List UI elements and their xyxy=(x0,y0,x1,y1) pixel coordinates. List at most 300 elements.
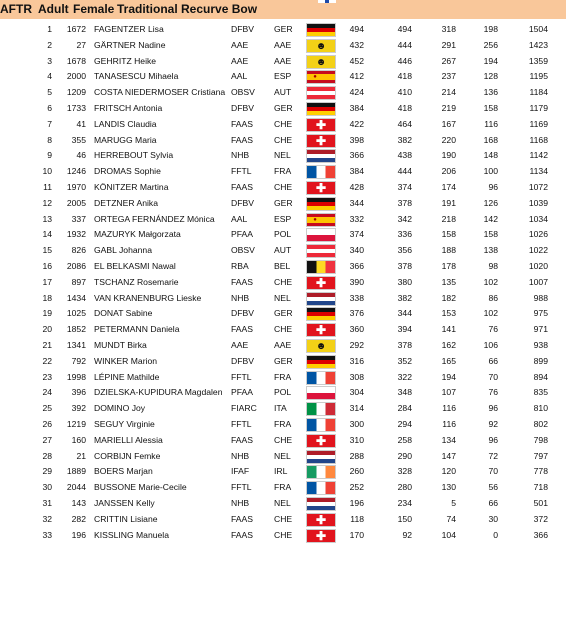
country-code: NEL xyxy=(274,292,291,303)
score-2: 394 xyxy=(397,324,412,335)
score-2: 328 xyxy=(397,466,412,477)
bib-cell: 337 xyxy=(71,213,86,224)
score-1: 316 xyxy=(349,355,364,366)
athlete-name: TANASESCU Mihaela xyxy=(94,71,179,82)
table-row xyxy=(0,370,566,386)
athlete-name: MARUGG Maria xyxy=(94,134,157,145)
bib-cell: 355 xyxy=(71,134,86,145)
bib-cell: 1025 xyxy=(66,308,86,319)
score-3: 130 xyxy=(441,482,456,493)
rank-cell: 25 xyxy=(42,403,52,414)
total-score: 1168 xyxy=(529,134,548,145)
score-3: 74 xyxy=(446,513,456,524)
rank-cell: 12 xyxy=(42,197,52,208)
score-3: 191 xyxy=(441,197,456,208)
total-score: 1022 xyxy=(528,245,548,256)
country-code: FRA xyxy=(274,166,292,177)
total-score: 718 xyxy=(533,482,548,493)
score-4: 66 xyxy=(488,497,498,508)
table-row xyxy=(0,259,566,275)
country-code: GER xyxy=(274,197,293,208)
bib-cell: 41 xyxy=(76,118,86,129)
score-4: 198 xyxy=(483,24,498,34)
club-cell: FAAS xyxy=(231,434,253,445)
score-3: 135 xyxy=(441,276,456,287)
score-4: 96 xyxy=(488,403,498,414)
german-flag-icon xyxy=(306,355,336,369)
table-row xyxy=(0,401,566,417)
score-2: 378 xyxy=(397,260,412,271)
rank-cell: 20 xyxy=(42,324,52,335)
partial-flag-icon xyxy=(318,0,336,3)
german-flag-icon xyxy=(306,197,336,211)
score-2: 464 xyxy=(397,118,412,129)
score-4: 30 xyxy=(488,513,498,524)
total-score: 835 xyxy=(533,387,548,398)
country-code: GER xyxy=(274,355,293,366)
score-3: 206 xyxy=(441,166,456,177)
swiss-flag-icon: ✚ xyxy=(306,181,336,195)
swiss-flag-icon: ✚ xyxy=(306,513,336,527)
country-code: NEL xyxy=(274,150,291,161)
total-score: 1169 xyxy=(529,118,548,129)
score-2: 322 xyxy=(397,371,412,382)
score-3: 194 xyxy=(441,371,456,382)
rank-cell: 32 xyxy=(42,513,52,524)
rank-cell: 11 xyxy=(43,181,52,192)
score-2: 374 xyxy=(397,181,412,192)
table-row xyxy=(0,275,566,291)
table-row xyxy=(0,38,566,54)
table-row xyxy=(0,133,566,149)
category-code: AFTR xyxy=(0,2,32,16)
table-row xyxy=(0,243,566,259)
rank-cell: 7 xyxy=(47,118,52,129)
rank-cell: 8 xyxy=(47,134,52,145)
score-1: 252 xyxy=(349,482,364,493)
club-cell: NHB xyxy=(231,450,250,461)
country-code: GER xyxy=(274,102,293,113)
athlete-name: MUNDT Birka xyxy=(94,339,147,350)
score-4: 96 xyxy=(488,434,498,445)
score-4: 72 xyxy=(488,450,498,461)
bib-cell: 2086 xyxy=(66,260,86,271)
bib-cell: 21 xyxy=(76,450,86,461)
club-cell: FFTL xyxy=(231,418,252,429)
country-code: IRL xyxy=(274,466,288,477)
score-2: 290 xyxy=(397,450,412,461)
rank-cell: 5 xyxy=(47,87,52,98)
total-score: 1142 xyxy=(529,150,548,161)
score-1: 494 xyxy=(349,24,364,34)
bib-cell: 1970 xyxy=(66,181,86,192)
club-cell: DFBV xyxy=(231,355,254,366)
club-cell: AAE xyxy=(231,339,249,350)
score-3: 174 xyxy=(441,181,456,192)
bib-cell: 1209 xyxy=(66,87,86,98)
score-4: 70 xyxy=(488,466,498,477)
score-3: 267 xyxy=(441,55,456,66)
score-2: 444 xyxy=(397,166,412,177)
club-cell: FAAS xyxy=(231,324,253,335)
score-2: 378 xyxy=(397,339,412,350)
rank-cell: 6 xyxy=(47,102,52,113)
athlete-name: DROMAS Sophie xyxy=(94,166,161,177)
table-row xyxy=(0,196,566,212)
rank-cell: 30 xyxy=(42,482,52,493)
total-score: 1072 xyxy=(528,181,548,192)
total-score: 1195 xyxy=(529,71,548,82)
rank-cell: 18 xyxy=(42,292,52,303)
athlete-name: CRITTIN Lisiane xyxy=(94,513,158,524)
rank-cell: 13 xyxy=(42,213,52,224)
score-2: 494 xyxy=(397,24,412,34)
rank-cell: 22 xyxy=(42,355,52,366)
score-2: 356 xyxy=(397,245,412,256)
bib-cell: 160 xyxy=(71,434,86,445)
score-2: 342 xyxy=(397,213,412,224)
total-score: 894 xyxy=(533,371,548,382)
total-score: 802 xyxy=(533,418,548,429)
score-3: 182 xyxy=(441,292,456,303)
country-code: ESP xyxy=(274,213,292,224)
score-3: 116 xyxy=(442,403,456,414)
rank-cell: 9 xyxy=(47,150,52,161)
french-flag-icon xyxy=(306,371,336,385)
bib-cell: 1733 xyxy=(66,102,86,113)
athlete-name: CORBIJN Femke xyxy=(94,450,161,461)
country-code: GER xyxy=(274,308,293,319)
total-score: 1007 xyxy=(528,276,548,287)
score-4: 158 xyxy=(483,229,498,240)
score-3: 214 xyxy=(441,87,456,98)
dutch-flag-icon xyxy=(306,497,336,511)
score-3: 134 xyxy=(441,434,456,445)
club-cell: NHB xyxy=(231,292,250,303)
athlete-name: KISSLING Manuela xyxy=(94,529,169,540)
score-2: 444 xyxy=(397,39,412,50)
rank-cell: 23 xyxy=(42,371,52,382)
score-1: 304 xyxy=(349,387,364,398)
rank-cell: 31 xyxy=(42,497,52,508)
category-bow: Traditional Recurve Bow xyxy=(117,2,258,16)
score-3: 291 xyxy=(441,39,456,50)
score-3: 147 xyxy=(441,450,456,461)
score-2: 284 xyxy=(397,403,412,414)
bib-cell: 1246 xyxy=(66,166,86,177)
country-code: CHE xyxy=(274,529,293,540)
athlete-name: EL BELKASMI Nawal xyxy=(94,260,176,271)
score-1: 260 xyxy=(349,466,364,477)
category-age: Adult xyxy=(38,2,69,16)
score-3: 220 xyxy=(441,134,456,145)
score-1: 366 xyxy=(349,150,364,161)
athlete-name: HERREBOUT Sylvia xyxy=(94,150,174,161)
polish-flag-icon xyxy=(306,228,336,242)
swiss-flag-icon: ✚ xyxy=(306,134,336,148)
score-1: 338 xyxy=(349,292,364,303)
score-1: 196 xyxy=(349,497,364,508)
bib-cell: 2044 xyxy=(66,482,86,493)
rank-cell: 1 xyxy=(47,24,52,34)
bib-cell: 1932 xyxy=(66,229,86,240)
table-row xyxy=(0,322,566,338)
total-score: 501 xyxy=(533,497,548,508)
table-row xyxy=(0,306,566,322)
club-cell: IFAF xyxy=(231,466,250,477)
score-1: 376 xyxy=(349,308,364,319)
club-cell: PFAA xyxy=(231,229,253,240)
bib-cell: 1672 xyxy=(66,24,86,34)
athlete-name: BOERS Marjan xyxy=(94,466,153,477)
table-row xyxy=(0,449,566,465)
score-1: 310 xyxy=(349,434,364,445)
table-row xyxy=(0,180,566,196)
rank-cell: 14 xyxy=(42,229,52,240)
rank-cell: 26 xyxy=(42,418,52,429)
club-cell: FAAS xyxy=(231,529,253,540)
score-4: 256 xyxy=(483,39,498,50)
club-cell: FAAS xyxy=(231,118,253,129)
score-3: 162 xyxy=(441,339,456,350)
athlete-name: DONAT Sabine xyxy=(94,308,153,319)
athlete-name: KÖNITZER Martina xyxy=(94,181,169,192)
score-2: 418 xyxy=(397,102,412,113)
bib-cell: 2005 xyxy=(66,197,86,208)
table-row xyxy=(0,464,566,480)
rank-cell: 17 xyxy=(42,276,52,287)
table-row xyxy=(0,338,566,354)
bib-cell: 1219 xyxy=(66,418,86,429)
rank-cell: 33 xyxy=(42,529,52,540)
score-1: 300 xyxy=(349,418,364,429)
table-row xyxy=(0,291,566,307)
club-cell: FAAS xyxy=(231,513,253,524)
total-score: 1134 xyxy=(529,166,548,177)
athlete-name: SEGUY Virginie xyxy=(94,418,155,429)
results-table xyxy=(0,22,566,543)
swiss-flag-icon: ✚ xyxy=(306,323,336,337)
score-3: 318 xyxy=(441,24,456,34)
athlete-name: FAGENTZER Lisa xyxy=(94,24,164,34)
score-4: 158 xyxy=(483,102,498,113)
bib-cell: 396 xyxy=(71,387,86,398)
score-3: 218 xyxy=(441,213,456,224)
score-2: 258 xyxy=(397,434,412,445)
table-row xyxy=(0,22,566,38)
dutch-flag-icon xyxy=(306,292,336,306)
score-1: 384 xyxy=(349,102,364,113)
table-row xyxy=(0,117,566,133)
spanish-flag-icon: ● xyxy=(306,213,336,227)
athlete-name: ORTEGA FERNÁNDEZ Mónica xyxy=(94,213,215,224)
club-cell: AAE xyxy=(231,55,249,66)
bib-cell: 792 xyxy=(71,355,86,366)
score-1: 390 xyxy=(349,276,364,287)
athlete-name: LÉPINE Mathilde xyxy=(94,371,160,382)
score-4: 86 xyxy=(488,292,498,303)
bib-cell: 392 xyxy=(71,403,86,414)
score-3: 120 xyxy=(441,466,456,477)
score-1: 428 xyxy=(349,181,364,192)
total-score: 971 xyxy=(533,324,548,335)
club-cell: OBSV xyxy=(231,245,255,256)
score-1: 422 xyxy=(349,118,364,129)
country-code: CHE xyxy=(274,276,293,287)
score-2: 382 xyxy=(397,292,412,303)
table-row xyxy=(0,480,566,496)
score-4: 102 xyxy=(483,276,498,287)
athlete-name: FRITSCH Antonia xyxy=(94,102,163,113)
table-row xyxy=(0,164,566,180)
austrian-flag-icon xyxy=(306,244,336,258)
country-code: BEL xyxy=(274,260,291,271)
total-score: 798 xyxy=(533,434,548,445)
club-cell: AAL xyxy=(231,213,248,224)
country-code: FRA xyxy=(274,371,292,382)
score-2: 294 xyxy=(397,418,412,429)
bib-cell: 1889 xyxy=(66,466,86,477)
score-2: 336 xyxy=(397,229,412,240)
athlete-name: PETERMANN Daniela xyxy=(94,324,180,335)
country-code: AAE xyxy=(274,39,292,50)
score-3: 107 xyxy=(441,387,456,398)
score-4: 194 xyxy=(483,55,498,66)
score-1: 288 xyxy=(349,450,364,461)
score-4: 76 xyxy=(488,387,498,398)
swiss-flag-icon: ✚ xyxy=(306,529,336,543)
club-cell: FFTL xyxy=(231,482,252,493)
athlete-name: DETZNER Anika xyxy=(94,197,158,208)
bib-cell: 196 xyxy=(71,529,86,540)
score-4: 76 xyxy=(488,324,498,335)
score-3: 141 xyxy=(441,324,456,335)
german-flag-icon xyxy=(306,307,336,321)
bib-cell: 2000 xyxy=(66,71,86,82)
total-score: 938 xyxy=(533,339,548,350)
club-cell: FAAS xyxy=(231,276,253,287)
table-row xyxy=(0,512,566,528)
score-4: 100 xyxy=(483,166,498,177)
country-code: AAE xyxy=(274,55,292,66)
score-4: 92 xyxy=(488,418,498,429)
club-cell: DFBV xyxy=(231,102,254,113)
score-4: 128 xyxy=(483,71,498,82)
total-score: 1179 xyxy=(529,102,548,113)
dutch-flag-icon xyxy=(306,149,336,163)
score-4: 0 xyxy=(493,529,498,540)
total-score: 1034 xyxy=(528,213,548,224)
score-4: 106 xyxy=(483,339,498,350)
german-flag-icon xyxy=(306,23,336,37)
total-score: 366 xyxy=(533,529,548,540)
french-flag-icon xyxy=(306,481,336,495)
score-1: 398 xyxy=(349,134,364,145)
score-3: 153 xyxy=(441,308,456,319)
rank-cell: 16 xyxy=(42,260,52,271)
athlete-name: COSTA NIEDERMOSER Cristiana xyxy=(94,87,226,98)
country-code: CHE xyxy=(274,118,293,129)
score-3: 165 xyxy=(441,355,456,366)
club-cell: FAAS xyxy=(231,134,253,145)
score-1: 384 xyxy=(349,166,364,177)
rank-cell: 29 xyxy=(42,466,52,477)
table-row xyxy=(0,69,566,85)
total-score: 975 xyxy=(533,308,548,319)
score-2: 344 xyxy=(397,308,412,319)
bib-cell: 826 xyxy=(71,245,86,256)
bib-cell: 1852 xyxy=(66,324,86,335)
score-1: 344 xyxy=(349,197,364,208)
score-2: 348 xyxy=(397,387,412,398)
total-score: 988 xyxy=(533,292,548,303)
french-flag-icon xyxy=(306,165,336,179)
score-2: 378 xyxy=(397,197,412,208)
athlete-name: BUSSONE Marie-Cecile xyxy=(94,482,187,493)
table-row xyxy=(0,227,566,243)
score-1: 452 xyxy=(349,55,364,66)
country-code: NEL xyxy=(274,497,291,508)
country-code: ITA xyxy=(274,403,287,414)
rank-cell: 4 xyxy=(47,71,52,82)
rank-cell: 2 xyxy=(47,39,52,50)
score-3: 219 xyxy=(441,102,456,113)
score-1: 170 xyxy=(349,529,364,540)
italian-flag-icon xyxy=(306,402,336,416)
score-4: 168 xyxy=(483,134,498,145)
athlete-name: MARIELLI Alessia xyxy=(94,434,163,445)
bib-cell: 27 xyxy=(76,39,86,50)
score-4: 138 xyxy=(483,245,498,256)
athlete-name: TSCHANZ Rosemarie xyxy=(94,276,179,287)
score-3: 237 xyxy=(441,71,456,82)
dutch-flag-icon xyxy=(306,450,336,464)
score-3: 158 xyxy=(441,229,456,240)
club-cell: FAAS xyxy=(231,181,253,192)
score-1: 412 xyxy=(349,71,364,82)
total-score: 797 xyxy=(533,450,548,461)
country-code: AUT xyxy=(274,87,292,98)
score-3: 116 xyxy=(442,418,456,429)
bib-cell: 46 xyxy=(76,150,86,161)
swiss-flag-icon: ✚ xyxy=(306,118,336,132)
country-code: ESP xyxy=(274,71,292,82)
total-score: 1039 xyxy=(528,197,548,208)
table-row xyxy=(0,85,566,101)
rank-cell: 3 xyxy=(47,55,52,66)
score-1: 374 xyxy=(349,229,364,240)
score-2: 382 xyxy=(397,134,412,145)
score-3: 188 xyxy=(441,245,456,256)
athlete-name: MAZURYK Małgorzata xyxy=(94,229,181,240)
club-cell: AAL xyxy=(231,71,248,82)
athlete-name: LANDIS Claudia xyxy=(94,118,157,129)
table-row xyxy=(0,385,566,401)
club-cell: FFTL xyxy=(231,166,252,177)
table-row xyxy=(0,54,566,70)
country-code: CHE xyxy=(274,513,293,524)
archery-association-flag-icon: ☻ xyxy=(306,339,336,353)
score-4: 70 xyxy=(488,371,498,382)
total-score: 372 xyxy=(533,513,548,524)
score-1: 366 xyxy=(349,260,364,271)
rank-cell: 15 xyxy=(42,245,52,256)
score-4: 56 xyxy=(488,482,498,493)
score-2: 352 xyxy=(397,355,412,366)
score-2: 234 xyxy=(397,497,412,508)
score-1: 292 xyxy=(349,339,364,350)
country-code: CHE xyxy=(274,181,293,192)
